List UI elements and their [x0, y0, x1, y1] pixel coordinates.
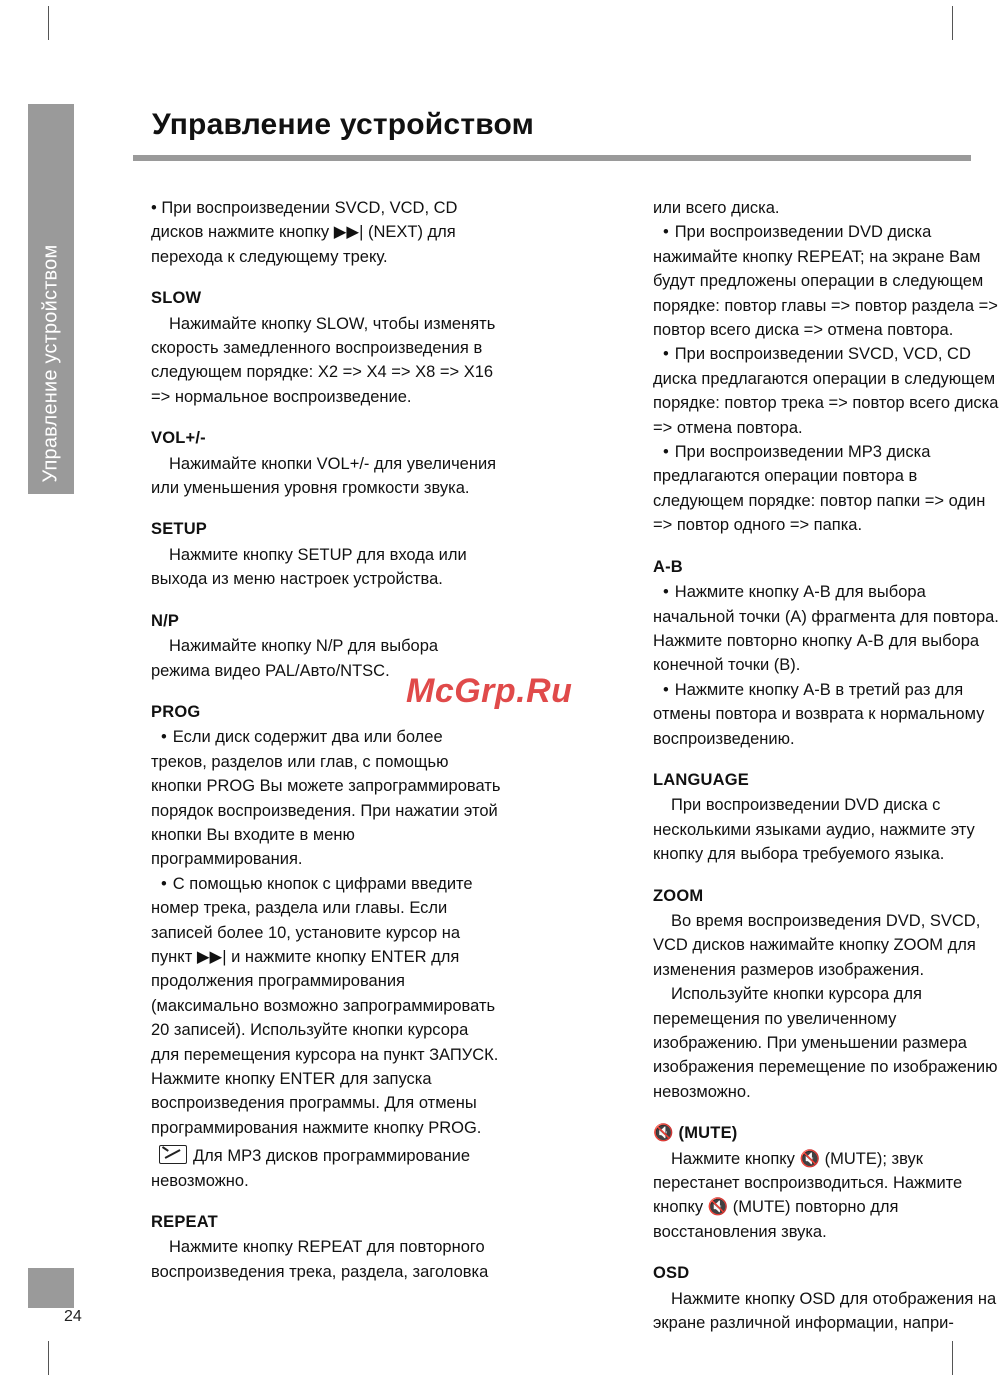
section-heading-slow: SLOW: [151, 289, 202, 308]
repeat-continuation: или всего диска.: [653, 199, 780, 217]
intro-bullet: • При воспроизведении SVCD, VCD, CD дисков нажмите кнопку ▶▶| (NEXT) для перехода к следующему треку.: [151, 199, 458, 266]
watermark: McGrp.Ru: [406, 672, 573, 710]
section-heading-mute: 🔇 (MUTE): [653, 1124, 738, 1143]
crop-mark-bottom-left: [48, 1341, 49, 1375]
section-text-zoom-2: Используйте кнопки курсора для перемещения по увеличенному изображению. При уменьшении размера изображения перемещение по изображению невозможно.: [653, 985, 998, 1101]
page-number: 24: [64, 1308, 82, 1325]
prog-note: [151, 1144, 501, 1193]
note-pencil-icon: [159, 1145, 187, 1164]
section-heading-osd: OSD: [653, 1264, 690, 1283]
right-column: [653, 196, 1000, 1335]
section-heading-language: LANGUAGE: [653, 770, 750, 789]
section-text-zoom-1: Во время воспроизведения DVD, SVCD, VCD дисков нажимайте кнопку ZOOM для изменения размеров изображения.: [653, 911, 981, 979]
section-text-ab-1: • Нажмите кнопку A-B для выбора начальной точки (A) фрагмента для повтора. Нажмите повторно кнопку A-B для выбора конечной точки (B).: [653, 580, 1000, 678]
section-text-repeat: Нажмите кнопку REPEAT для повторного воспроизведения трека, раздела, заголовка: [151, 1238, 489, 1281]
repeat-bullet-svcd: • При воспроизведении SVCD, VCD, CD диска предлагаются операции в следующем порядке: повтор трека => повтор всего диска => отмена повтора.: [653, 342, 1000, 440]
section-heading-np: N/P: [151, 611, 180, 630]
section-text-prog-1: • Если диск содержит два или более треков, разделов или глав, с помощью кнопки PROG Вы можете запрограммировать порядок воспроизведения. При нажатии этой кнопки Вы входите в меню программирования.: [151, 725, 501, 871]
chapter-side-tab: [28, 104, 74, 494]
section-heading-prog: PROG: [151, 702, 201, 721]
section-heading-setup: SETUP: [151, 520, 208, 539]
crop-mark-top-left: [48, 6, 49, 40]
section-text-slow: Нажимайте кнопку SLOW, чтобы изменять скорость замедленного воспроизведения в следующем порядке: X2 => X4 => X8 => X16 => нормальное воспроизведение.: [151, 314, 496, 406]
repeat-bullet-dvd: • При воспроизведении DVD диска нажимайте кнопку REPEAT; на экране Вам будут предложены операции в следующем порядке: повтор главы => повтор раздела => повтор всего диска => отмена повтора.: [653, 220, 1000, 342]
section-text-ab-2: • Нажмите кнопку A-B в третий раз для отмены повтора и возврата к нормальному воспроизведению.: [653, 678, 1000, 751]
section-text-osd: Нажмите кнопку OSD для отображения на экране различной информации, напри-: [653, 1289, 997, 1333]
crop-mark-top-right: [952, 6, 953, 40]
section-text-np: Нажимайте кнопку N/P для выбора режима видео PAL/Авто/NTSC.: [151, 637, 439, 680]
page-title: Управление устройством: [152, 108, 534, 141]
chapter-side-tab-label: Управление устройством: [39, 244, 62, 483]
section-text-mute: Нажмите кнопку 🔇 (MUTE); звук перестанет воспроизводиться. Нажмите кнопку 🔇 (MUTE) повторно для восстановления звука.: [653, 1149, 963, 1241]
left-column: [151, 196, 501, 1284]
body-columns: [133, 196, 999, 1333]
section-text-vol: Нажимайте кнопки VOL+/- для увеличения или уменьшения уровня громкости звука.: [151, 454, 497, 498]
section-text-prog-2: • С помощью кнопок с цифрами введите номер трека, раздела или главы. Если записей более 10, установите курсор на пункт ▶▶| и нажмите кнопку ENTER для продолжения программирования (максимально возможно запрограммировать 20 записей). Используйте кнопки курсора для перемещения курсора на пункт ЗАПУСК. Нажмите кнопку ENTER для запуска воспроизведения программы. Для отмены программирования нажмите кнопку PROG.: [151, 872, 501, 1140]
title-rule: [133, 155, 971, 161]
section-text-setup: Нажмите кнопку SETUP для входа или выхода из меню настроек устройства.: [151, 545, 467, 589]
section-heading-ab: A-B: [653, 557, 683, 576]
footer-side-block: [28, 1268, 74, 1308]
section-text-language: При воспроизведении DVD диска с несколькими языками аудио, нажмите эту кнопку для выбора требуемого языка.: [653, 796, 975, 864]
section-heading-vol: VOL+/-: [151, 429, 206, 448]
section-heading-repeat: REPEAT: [151, 1213, 218, 1232]
crop-mark-bottom-right: [952, 1341, 953, 1375]
repeat-bullet-mp3: • При воспроизведении MP3 диска предлагаются операции повтора в следующем порядке: повтор папки => один => повтор одного => папка.: [653, 440, 1000, 538]
section-heading-zoom: ZOOM: [653, 886, 704, 905]
prog-note-text: Для MP3 дисков программирование невозможно.: [151, 1147, 471, 1190]
